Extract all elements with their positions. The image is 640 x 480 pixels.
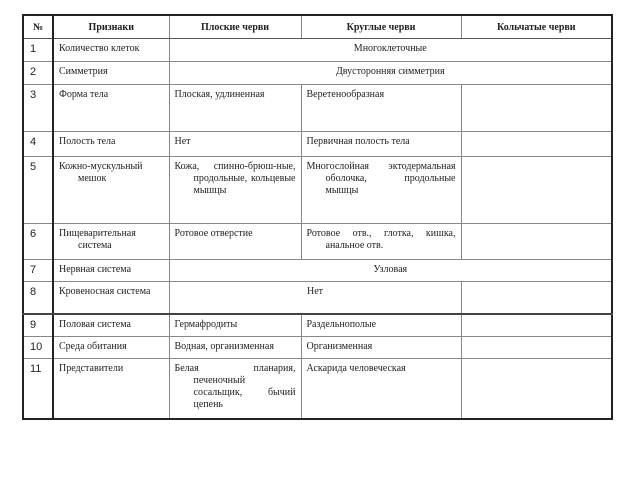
row-number: 11 xyxy=(23,358,53,419)
row-number: 9 xyxy=(23,314,53,336)
roundworms-cell: Первичная полость тела xyxy=(301,131,461,156)
annelids-cell xyxy=(461,314,612,336)
table-row xyxy=(23,358,612,419)
header-feature: Признаки xyxy=(53,15,169,38)
row-number: 6 xyxy=(23,223,53,259)
flatworms-cell: Белая планария, печеночный сосальщик, бычий цепень xyxy=(169,358,301,419)
annelids-cell xyxy=(461,358,612,419)
feature-cell: Представители xyxy=(53,358,169,419)
row-number: 8 xyxy=(23,281,53,314)
flatworms-cell: Ротовое отверстие xyxy=(169,223,301,259)
table-row xyxy=(23,84,612,131)
annelids-cell xyxy=(461,131,612,156)
merged-value-cell: Многоклеточные xyxy=(169,38,612,61)
row-number: 10 xyxy=(23,336,53,358)
table-row xyxy=(23,281,612,314)
flatworms-cell: Нет xyxy=(169,131,301,156)
table-row xyxy=(23,38,612,61)
feature-cell: Кровеносная система xyxy=(53,281,169,314)
table-row xyxy=(23,336,612,358)
header-roundworms: Круглые черви xyxy=(301,15,461,38)
feature-cell: Среда обитания xyxy=(53,336,169,358)
feature-cell: Нервная система xyxy=(53,259,169,281)
annelids-cell xyxy=(461,156,612,223)
feature-cell: Половая система xyxy=(53,314,169,336)
annelids-cell xyxy=(461,281,612,314)
table-row xyxy=(23,131,612,156)
table-row xyxy=(23,61,612,84)
table-row xyxy=(23,259,612,281)
worms-comparison-table xyxy=(22,14,613,420)
flatworms-cell: Плоская, удлиненная xyxy=(169,84,301,131)
row-number: 3 xyxy=(23,84,53,131)
roundworms-cell: Организменная xyxy=(301,336,461,358)
row-number: 2 xyxy=(23,61,53,84)
roundworms-cell: Веретенообразная xyxy=(301,84,461,131)
row-number: 4 xyxy=(23,131,53,156)
feature-cell: Количество клеток xyxy=(53,38,169,61)
header-annelids: Кольчатые черви xyxy=(461,15,612,38)
flatworms-cell: Водная, организменная xyxy=(169,336,301,358)
merged-value-cell: Нет xyxy=(169,281,461,314)
annelids-cell xyxy=(461,84,612,131)
row-number: 1 xyxy=(23,38,53,61)
roundworms-cell: Аскарида человеческая xyxy=(301,358,461,419)
feature-cell: Форма тела xyxy=(53,84,169,131)
feature-cell: Полость тела xyxy=(53,131,169,156)
header-row xyxy=(23,15,612,38)
header-number: № xyxy=(23,15,53,38)
feature-cell: Симметрия xyxy=(53,61,169,84)
roundworms-cell: Многослойная эктодермальная оболочка, продольные мышцы xyxy=(301,156,461,223)
header-flatworms: Плоские черви xyxy=(169,15,301,38)
annelids-cell xyxy=(461,223,612,259)
row-number: 7 xyxy=(23,259,53,281)
row-number: 5 xyxy=(23,156,53,223)
annelids-cell xyxy=(461,336,612,358)
table-row xyxy=(23,314,612,336)
roundworms-cell: Ротовое отв., глотка, кишка, анальное отв. xyxy=(301,223,461,259)
merged-value-cell: Узловая xyxy=(169,259,612,281)
feature-cell: Пищеварительная система xyxy=(53,223,169,259)
feature-cell: Кожно-мускульный мешок xyxy=(53,156,169,223)
merged-value-cell: Двусторонняя симметрия xyxy=(169,61,612,84)
flatworms-cell: Гермафродиты xyxy=(169,314,301,336)
flatworms-cell: Кожа, спинно-брюш-ные, продольные, кольцевые мышцы xyxy=(169,156,301,223)
table-row xyxy=(23,223,612,259)
table-row xyxy=(23,156,612,223)
roundworms-cell: Раздельнополые xyxy=(301,314,461,336)
